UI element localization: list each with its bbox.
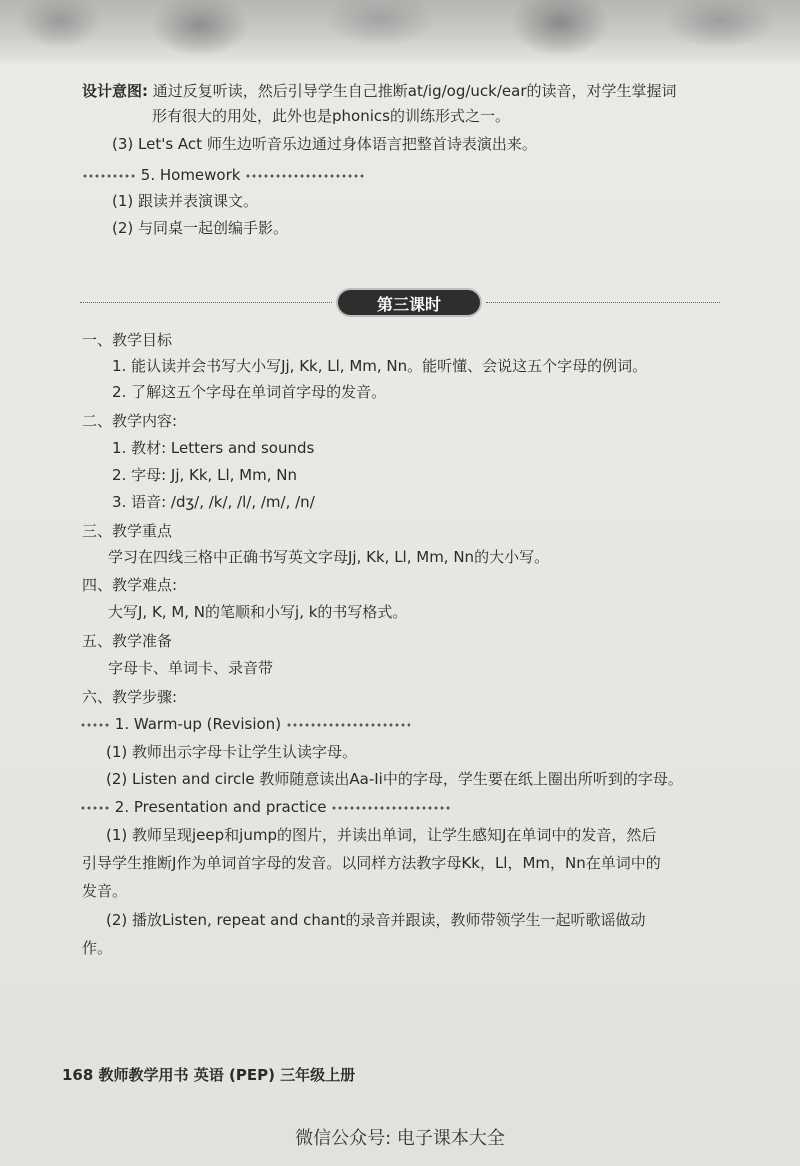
divider-left — [80, 302, 332, 303]
section-title: 三、教学重点 — [82, 522, 173, 540]
section-item: 3. 语音: /dʒ/, /k/, /l/, /m/, /n/ — [112, 493, 315, 511]
design-intent-label: 设计意图: — [82, 82, 148, 100]
decorative-banner — [0, 0, 800, 64]
ornament-right — [331, 804, 451, 812]
section-title: 六、教学步骤: — [82, 688, 178, 706]
section-item: 2. 了解这五个字母在单词首字母的发音。 — [112, 383, 387, 401]
step2-paragraph-1: 引导学生推断J作为单词首字母的发音。以同样方法教字母Kk，Ll，Mm，Nn在单词中的 — [82, 854, 661, 872]
section-text: 学习在四线三格中正确书写英文字母Jj, Kk, Ll, Mm, Nn的大小写。 — [108, 548, 550, 566]
step1-title: 1. Warm-up (Revision) — [114, 715, 282, 733]
step1-item: (2) Listen and circle 教师随意读出Aa-Ii中的字母，学生要在纸上圈出所听到的字母。 — [106, 770, 683, 788]
design-intent-line-1 — [82, 80, 677, 102]
section-title: 四、教学难点: — [82, 576, 178, 594]
section-item: 1. 能认读并会书写大小写Jj, Kk, Ll, Mm, Nn。能听懂、会说这五个字母的例词。 — [112, 357, 648, 375]
section-text: 字母卡、单词卡、录音带 — [108, 659, 274, 677]
ornament-left — [80, 721, 110, 729]
ornament-left — [80, 804, 110, 812]
section-text: 大写J, K, M, N的笔顺和小写j, k的书写格式。 — [108, 603, 408, 621]
design-intent-text: 通过反复听读，然后引导学生自己推断at/ig/og/uck/ear的读音，对学生掌握词 — [152, 82, 677, 100]
step2-paragraph-2: (2) 播放Listen, repeat and chant的录音并跟读，教师带领学生一起听歌谣做动 — [106, 911, 646, 929]
lets-act-line: (3) Let's Act 师生边听音乐边通过身体语言把整首诗表演出来。 — [112, 135, 537, 153]
section-title: 五、教学准备 — [82, 632, 173, 650]
divider-right — [486, 302, 720, 303]
lesson-badge: 第三课时 — [336, 288, 482, 317]
step1-heading — [80, 713, 410, 735]
section-item: 2. 字母: Jj, Kk, Ll, Mm, Nn — [112, 466, 297, 484]
page-footer — [62, 1064, 355, 1086]
design-intent-line-2: 形有很大的用处，此外也是phonics的训练形式之一。 — [152, 107, 510, 125]
step2-paragraph-1: 发音。 — [82, 882, 128, 900]
ornament-right — [245, 172, 365, 180]
homework-item: (2) 与同桌一起创编手影。 — [112, 219, 289, 237]
page-number: 168 — [62, 1066, 94, 1084]
homework-title: 5. Homework — [140, 166, 241, 184]
step2-title: 2. Presentation and practice — [114, 798, 327, 816]
homework-item: (1) 跟读并表演课文。 — [112, 192, 259, 210]
ornament-left — [82, 172, 136, 180]
section-item: 1. 教材: Letters and sounds — [112, 439, 315, 457]
homework-heading — [82, 164, 365, 186]
ornament-right — [286, 721, 410, 729]
step1-item: (1) 教师出示字母卡让学生认读字母。 — [106, 743, 358, 761]
step2-paragraph-2: 作。 — [82, 939, 113, 957]
watermark: 微信公众号: 电子课本大全 — [295, 1128, 505, 1149]
step2-paragraph-1: (1) 教师呈现jeep和jump的图片，并读出单词，让学生感知J在单词中的发音，然后 — [106, 826, 657, 844]
book-title: 教师教学用书 英语 (PEP) 三年级上册 — [98, 1066, 356, 1084]
section-title: 一、教学目标 — [82, 331, 173, 349]
step2-heading — [80, 796, 451, 818]
section-title: 二、教学内容: — [82, 412, 178, 430]
